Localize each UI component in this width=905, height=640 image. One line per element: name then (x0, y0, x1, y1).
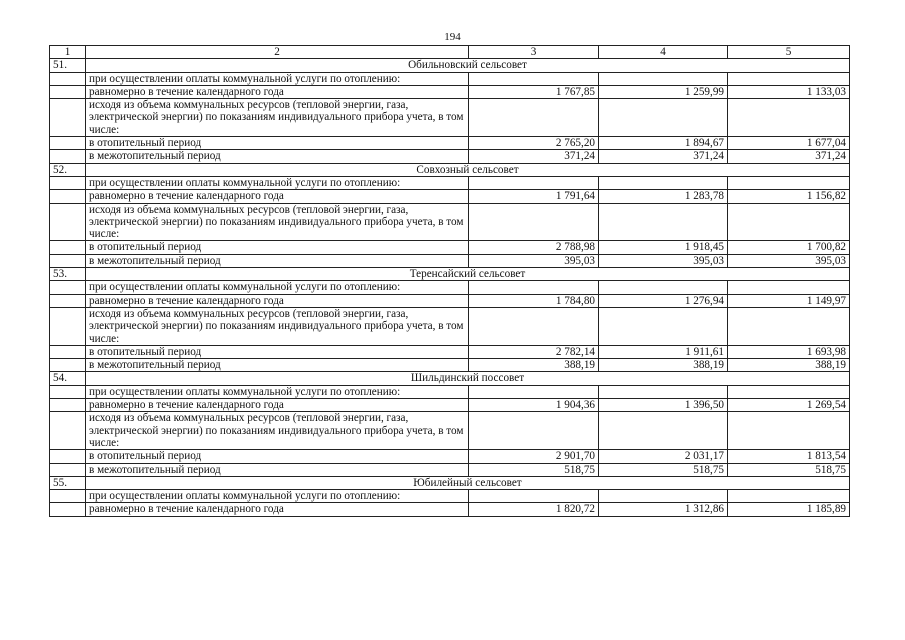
empty-cell (469, 307, 599, 345)
uniform-value-col5: 1 269,54 (728, 399, 850, 412)
section-number: 53. (50, 268, 86, 281)
empty-cell (728, 412, 850, 450)
empty-cell (50, 359, 86, 372)
empty-cell (50, 241, 86, 254)
offseason-value-col3: 371,24 (469, 150, 599, 163)
empty-cell (50, 72, 86, 85)
empty-cell (50, 463, 86, 476)
uniform-label: равномерно в течение календарного года (86, 294, 469, 307)
heating-value-col4: 2 031,17 (599, 450, 728, 463)
uniform-row (50, 503, 850, 516)
heating-value-col4: 1 894,67 (599, 137, 728, 150)
empty-cell (599, 307, 728, 345)
section-title: Теренсайский сельсовет (86, 268, 850, 281)
heating-value-col4: 1 911,61 (599, 345, 728, 358)
offseason-value-col4: 371,24 (599, 150, 728, 163)
empty-cell (50, 412, 86, 450)
empty-cell (728, 99, 850, 137)
empty-cell (599, 385, 728, 398)
uniform-label: равномерно в течение календарного года (86, 85, 469, 98)
heating-label: в отопительный период (86, 345, 469, 358)
heating-value-col3: 2 788,98 (469, 241, 599, 254)
offseason-label: в межотопительный период (86, 359, 469, 372)
empty-cell (599, 176, 728, 189)
empty-cell (50, 85, 86, 98)
header-cell-1: 1 (50, 46, 86, 59)
section-title-row (50, 268, 850, 281)
empty-cell (599, 490, 728, 503)
empty-cell (469, 385, 599, 398)
basis-label: исходя из объема коммунальных ресурсов (тепловой энергии, газа, электрической энергии) по показаниям индивидуального прибора учета, в том числе: (86, 99, 469, 137)
empty-cell (469, 72, 599, 85)
uniform-row (50, 190, 850, 203)
empty-cell (469, 412, 599, 450)
empty-cell (728, 307, 850, 345)
section-title: Обильновский сельсовет (86, 59, 850, 72)
offseason-value-col3: 518,75 (469, 463, 599, 476)
section-title-row (50, 163, 850, 176)
section-number: 52. (50, 163, 86, 176)
uniform-value-col4: 1 396,50 (599, 399, 728, 412)
offseason-value-col3: 388,19 (469, 359, 599, 372)
uniform-label: равномерно в течение календарного года (86, 399, 469, 412)
empty-cell (50, 281, 86, 294)
basis-label: исходя из объема коммунальных ресурсов (тепловой энергии, газа, электрической энергии) по показаниям индивидуального прибора учета, в том числе: (86, 203, 469, 241)
offseason-label: в межотопительный период (86, 254, 469, 267)
empty-cell (50, 150, 86, 163)
heating-row (50, 137, 850, 150)
header-cell-2: 2 (86, 46, 469, 59)
heating-value-col5: 1 813,54 (728, 450, 850, 463)
offseason-label: в межотопительный период (86, 463, 469, 476)
uniform-value-col3: 1 904,36 (469, 399, 599, 412)
uniform-value-col5: 1 185,89 (728, 503, 850, 516)
uniform-value-col5: 1 133,03 (728, 85, 850, 98)
section-title: Юбилейный сельсовет (86, 476, 850, 489)
empty-cell (469, 99, 599, 137)
empty-cell (728, 385, 850, 398)
intro-label: при осуществлении оплаты коммунальной услуги по отоплению: (86, 72, 469, 85)
offseason-value-col5: 388,19 (728, 359, 850, 372)
header-row (50, 46, 850, 59)
section-title-row (50, 372, 850, 385)
intro-row (50, 176, 850, 189)
section-title: Совхозный сельсовет (86, 163, 850, 176)
intro-label: при осуществлении оплаты коммунальной услуги по отоплению: (86, 281, 469, 294)
empty-cell (599, 203, 728, 241)
basis-row (50, 307, 850, 345)
uniform-row (50, 85, 850, 98)
empty-cell (599, 412, 728, 450)
empty-cell (728, 72, 850, 85)
empty-cell (469, 176, 599, 189)
heating-value-col3: 2 901,70 (469, 450, 599, 463)
section-number: 55. (50, 476, 86, 489)
basis-row (50, 203, 850, 241)
uniform-value-col4: 1 259,99 (599, 85, 728, 98)
tariff-table-body (50, 46, 850, 517)
tariff-table (49, 45, 850, 517)
header-cell-3: 3 (469, 46, 599, 59)
offseason-value-col5: 518,75 (728, 463, 850, 476)
offseason-value-col3: 395,03 (469, 254, 599, 267)
section-number: 51. (50, 59, 86, 72)
basis-label: исходя из объема коммунальных ресурсов (тепловой энергии, газа, электрической энергии) по показаниям индивидуального прибора учета, в том числе: (86, 412, 469, 450)
empty-cell (50, 490, 86, 503)
heating-label: в отопительный период (86, 241, 469, 254)
section-number: 54. (50, 372, 86, 385)
uniform-value-col3: 1 784,80 (469, 294, 599, 307)
empty-cell (50, 137, 86, 150)
basis-row (50, 412, 850, 450)
uniform-value-col5: 1 149,97 (728, 294, 850, 307)
heating-value-col5: 1 677,04 (728, 137, 850, 150)
empty-cell (599, 99, 728, 137)
empty-cell (50, 190, 86, 203)
uniform-row (50, 294, 850, 307)
empty-cell (50, 254, 86, 267)
intro-label: при осуществлении оплаты коммунальной услуги по отоплению: (86, 385, 469, 398)
empty-cell (50, 503, 86, 516)
uniform-value-col5: 1 156,82 (728, 190, 850, 203)
uniform-value-col3: 1 767,85 (469, 85, 599, 98)
empty-cell (50, 399, 86, 412)
heating-value-col4: 1 918,45 (599, 241, 728, 254)
heating-label: в отопительный период (86, 450, 469, 463)
uniform-value-col4: 1 283,78 (599, 190, 728, 203)
uniform-value-col3: 1 791,64 (469, 190, 599, 203)
heating-row (50, 345, 850, 358)
header-cell-5: 5 (728, 46, 850, 59)
heating-value-col3: 2 765,20 (469, 137, 599, 150)
intro-row (50, 490, 850, 503)
offseason-label: в межотопительный период (86, 150, 469, 163)
intro-row (50, 72, 850, 85)
empty-cell (599, 72, 728, 85)
section-title-row (50, 59, 850, 72)
offseason-value-col5: 371,24 (728, 150, 850, 163)
uniform-row (50, 399, 850, 412)
empty-cell (50, 203, 86, 241)
offseason-row (50, 254, 850, 267)
heating-row (50, 241, 850, 254)
heating-value-col5: 1 693,98 (728, 345, 850, 358)
header-cell-4: 4 (599, 46, 728, 59)
empty-cell (728, 281, 850, 294)
empty-cell (469, 490, 599, 503)
empty-cell (728, 490, 850, 503)
section-title-row (50, 476, 850, 489)
intro-label: при осуществлении оплаты коммунальной услуги по отоплению: (86, 176, 469, 189)
heating-label: в отопительный период (86, 137, 469, 150)
empty-cell (728, 203, 850, 241)
heating-value-col5: 1 700,82 (728, 241, 850, 254)
basis-row (50, 99, 850, 137)
empty-cell (50, 385, 86, 398)
offseason-value-col4: 388,19 (599, 359, 728, 372)
uniform-label: равномерно в течение календарного года (86, 190, 469, 203)
empty-cell (50, 450, 86, 463)
empty-cell (50, 294, 86, 307)
heating-value-col3: 2 782,14 (469, 345, 599, 358)
offseason-row (50, 463, 850, 476)
heating-row (50, 450, 850, 463)
uniform-label: равномерно в течение календарного года (86, 503, 469, 516)
basis-label: исходя из объема коммунальных ресурсов (тепловой энергии, газа, электрической энергии) по показаниям индивидуального прибора учета, в том числе: (86, 307, 469, 345)
intro-label: при осуществлении оплаты коммунальной услуги по отоплению: (86, 490, 469, 503)
empty-cell (50, 176, 86, 189)
empty-cell (728, 176, 850, 189)
empty-cell (599, 281, 728, 294)
offseason-value-col4: 518,75 (599, 463, 728, 476)
offseason-value-col4: 395,03 (599, 254, 728, 267)
offseason-row (50, 150, 850, 163)
empty-cell (50, 345, 86, 358)
intro-row (50, 385, 850, 398)
empty-cell (50, 307, 86, 345)
empty-cell (469, 203, 599, 241)
intro-row (50, 281, 850, 294)
uniform-value-col3: 1 820,72 (469, 503, 599, 516)
uniform-value-col4: 1 312,86 (599, 503, 728, 516)
page-number: 194 (444, 31, 461, 43)
empty-cell (50, 99, 86, 137)
section-title: Шильдинский поссовет (86, 372, 850, 385)
offseason-row (50, 359, 850, 372)
empty-cell (469, 281, 599, 294)
offseason-value-col5: 395,03 (728, 254, 850, 267)
uniform-value-col4: 1 276,94 (599, 294, 728, 307)
